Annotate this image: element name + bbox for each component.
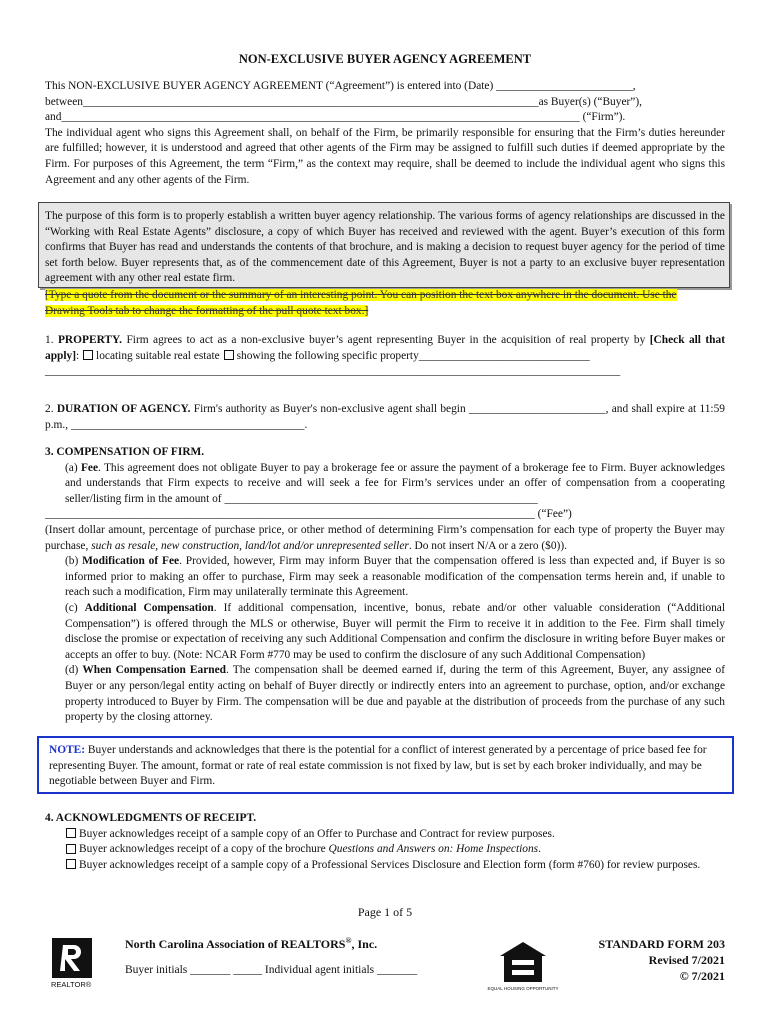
section-text: Firm agrees to act as a non-exclusive buyer’s agent representing Buyer in the acquisition of real property by [126, 334, 646, 346]
check-all-label: [Check all that apply] [45, 334, 725, 362]
subsection-heading: Fee [80, 461, 99, 474]
fee-text[interactable]: . This agreement does not obligate Buyer to pay a brokerage fee or assure the payment of a brokerage fee to Firm. Buyer acknowledges and understands that Firm expects to receive and will seek a fee for Firm’s services under an offer of compensation from a cooperating seller/listing firm in the amount of _______________________________________________________ [65, 461, 725, 505]
svg-text:EQUAL HOUSING OPPORTUNITY: EQUAL HOUSING OPPORTUNITY [487, 986, 559, 991]
duration-text[interactable]: Firm's authority as Buyer's non-exclusive agent shall begin ________________________, and shall expire at 11:59 p.m., _________________________________________. [45, 403, 725, 431]
initials-line[interactable]: Buyer initials _______ _____ Individual agent initials _______ [125, 964, 418, 976]
section-heading: DURATION OF AGENCY. [56, 403, 191, 415]
intro-body: The individual agent who signs this Agreement shall, on behalf of the Firm, be primarily responsible for ensuring that the Firm’s duties hereunder are fulfilled; however, it is understood and agreed that other agents of the Firm may be assigned to fulfill such duties if deemed appropriate by the Firm. For purposes of this Agreement, the term “Firm,” as the context may require, shall be deemed to include the individual agent who signs this Agreement and any other agents of the Firm. [45, 126, 725, 186]
subsection-fee: (a) Fee. This agreement does not obligate Buyer to pay a brokerage fee or assure the payment of a brokerage fee to Firm. Buyer acknowledges and understands that Firm expects to receive and will seek a fee for Firm’s services under an offer of compensation from a cooperating seller/listing firm in the amount of _______________________________________________________ [65, 461, 725, 505]
ack-item-disclosure: Buyer acknowledges receipt of a sample copy of a Professional Services Disclosure and Election form (form #760) for review purposes. [45, 858, 725, 874]
svg-text:REALTOR®: REALTOR® [51, 980, 92, 989]
form-info [599, 936, 725, 984]
fee-blank-line[interactable]: ______________________________________________________________________________________ (“Fee”) [45, 508, 572, 521]
option-locating-label: locating suitable real estate [96, 349, 220, 362]
form-revised: Revised 7/2021 [648, 953, 725, 967]
note-label: NOTE: [49, 744, 86, 756]
form-number: STANDARD FORM 203 [598, 937, 725, 951]
subsection-when-earned: (d) When Compensation Earned. The compensation shall be deemed earned if, during the term of this Agreement, Buyer, any assignee of Buyer or any person/legal entity acting on behalf of Buyer directly or indirectly enters into an agreement to purchase, option, and/or exchange property introduced to Buyer by Firm. The compensation will be due and payable at the distribution of proceeds from the purchase of any such property by the closing attorney. [65, 664, 725, 724]
form-copyright: © 7/2021 [679, 969, 725, 983]
section-heading: 4. ACKNOWLEDGMENTS OF RECEIPT. [45, 812, 257, 824]
checkbox-ack-disclosure[interactable] [66, 859, 76, 869]
date-line[interactable]: This NON-EXCLUSIVE BUYER AGENCY AGREEMENT (“Agreement”) is entered into (Date) ________________________, [45, 80, 636, 92]
conflict-note-text: NOTE: Buyer understands and acknowledges that there is the potential for a conflict of interest generated by a percentage of price based fee for representing Buyer. The amount, format or rate of real estate commission is not fixed by law, but is set by each broker individually, and may be negotiable between Buyer and Firm. [49, 744, 707, 788]
intro-paragraph [45, 79, 725, 188]
section-number: 2. [45, 403, 54, 415]
document-title: NON-EXCLUSIVE BUYER AGENCY AGREEMENT [238, 52, 532, 66]
option-specific-property-label[interactable]: showing the following specific property______________________________ [236, 349, 590, 362]
equal-housing-icon [487, 940, 559, 992]
org-name: North Carolina Association of REALTORS®, Inc. [125, 936, 378, 951]
fee-instructions: (Insert dollar amount, percentage of purchase price, or other method of determining Firm’s compensation for each type of property the Buyer may purchase, such as resale, new construction, land/lot and/or unrepresented seller. Do not insert N/A or a zero ($0)). [45, 523, 725, 552]
section-heading: 3. COMPENSATION OF FIRM. [45, 446, 205, 458]
checkbox-locating[interactable] [83, 350, 93, 360]
purpose-notice-box [38, 202, 730, 288]
subsection-heading: Additional Compensation [84, 601, 214, 614]
section-compensation [45, 445, 725, 726]
section-number: 1. [45, 334, 54, 346]
property-blank-line[interactable]: _____________________________________________________________________________________________________ [45, 365, 621, 378]
checkbox-ack-brochure[interactable] [66, 844, 76, 854]
purpose-notice-text: The purpose of this form is to properly establish a written buyer agency relationship. The various forms of agency relationships are discussed in the “Working with Real Estate Agents” disclosure, a copy of which Buyer has received and reviewed with the agent. Buyer’s execution of this form confirms that Buyer has read and understands the contents of that brochure, and is making a decision to request buyer agency for the period of time set forth below. Buyer represents that, as of the commencement date of this Agreement, Buyer is not a party to an exclusive buyer representation agreement with any other real estate firm. [45, 210, 725, 285]
pull-quote-text[interactable]: [Type a quote from the document or the summary of an interesting point. You can position the text box anywhere in the document. Use the Drawing Tools tab to change the formatting of the pull quote text box.] [45, 289, 677, 317]
buyer-line[interactable]: between________________________________________________________________________________as Buyer(s) (“Buyer”), [45, 95, 642, 108]
subsection-heading: Modification of Fee [82, 555, 180, 568]
subsection-heading: When Compensation Earned [82, 664, 227, 677]
pull-quote-textbox[interactable] [45, 288, 715, 319]
subsection-modification: (b) Modification of Fee. Provided, however, Firm may inform Buyer that the compensation offered is less than expected and, if Buyer is so informed prior to making an offer to purchase, Firm may seek a reasonable modification of the compensation terms herein and, if unable to reach such a modification, Firm may unilaterally terminate this Agreement. [65, 555, 725, 599]
section-acknowledgments [45, 811, 725, 873]
conflict-note-box [37, 736, 734, 794]
firm-line[interactable]: and___________________________________________________________________________________________ (“Firm”). [45, 111, 626, 124]
ack-item-offer: Buyer acknowledges receipt of a sample copy of an Offer to Purchase and Contract for review purposes. [45, 827, 725, 843]
checkbox-specific-property[interactable] [224, 350, 234, 360]
section-duration [45, 402, 725, 433]
subsection-additional: (c) Additional Compensation. If additional compensation, incentive, bonus, rebate and/or other valuable consideration (“Additional Compensation”) is offered through the MLS or otherwise, Buyer will permit the Firm to receive it in addition to the Fee. Firm shall timely disclose the promise or expectation of receiving any such Additional Compensation and confirm the disclosure in writing before Buyer makes or accepts an offer to buy. (Note: NCAR Form #770 may be used to confirm the disclosure of any such Additional Compensation) [65, 601, 725, 661]
section-heading: PROPERTY. [57, 334, 123, 346]
checkbox-ack-offer[interactable] [66, 828, 76, 838]
ack-item-brochure: Buyer acknowledges receipt of a copy of the brochure Questions and Answers on: Home Inspections. [45, 842, 725, 858]
realtor-logo-icon [50, 936, 94, 988]
section-property: 1. PROPERTY. Firm agrees to act as a non-exclusive buyer’s agent representing Buyer in the acquisition of real property by [Check all that apply]: locating suitable real estate showing the following specific property______________________________ _____________________________________________________________________________________________________ [45, 333, 725, 380]
page-number: Page 1 of 5 [357, 905, 413, 919]
